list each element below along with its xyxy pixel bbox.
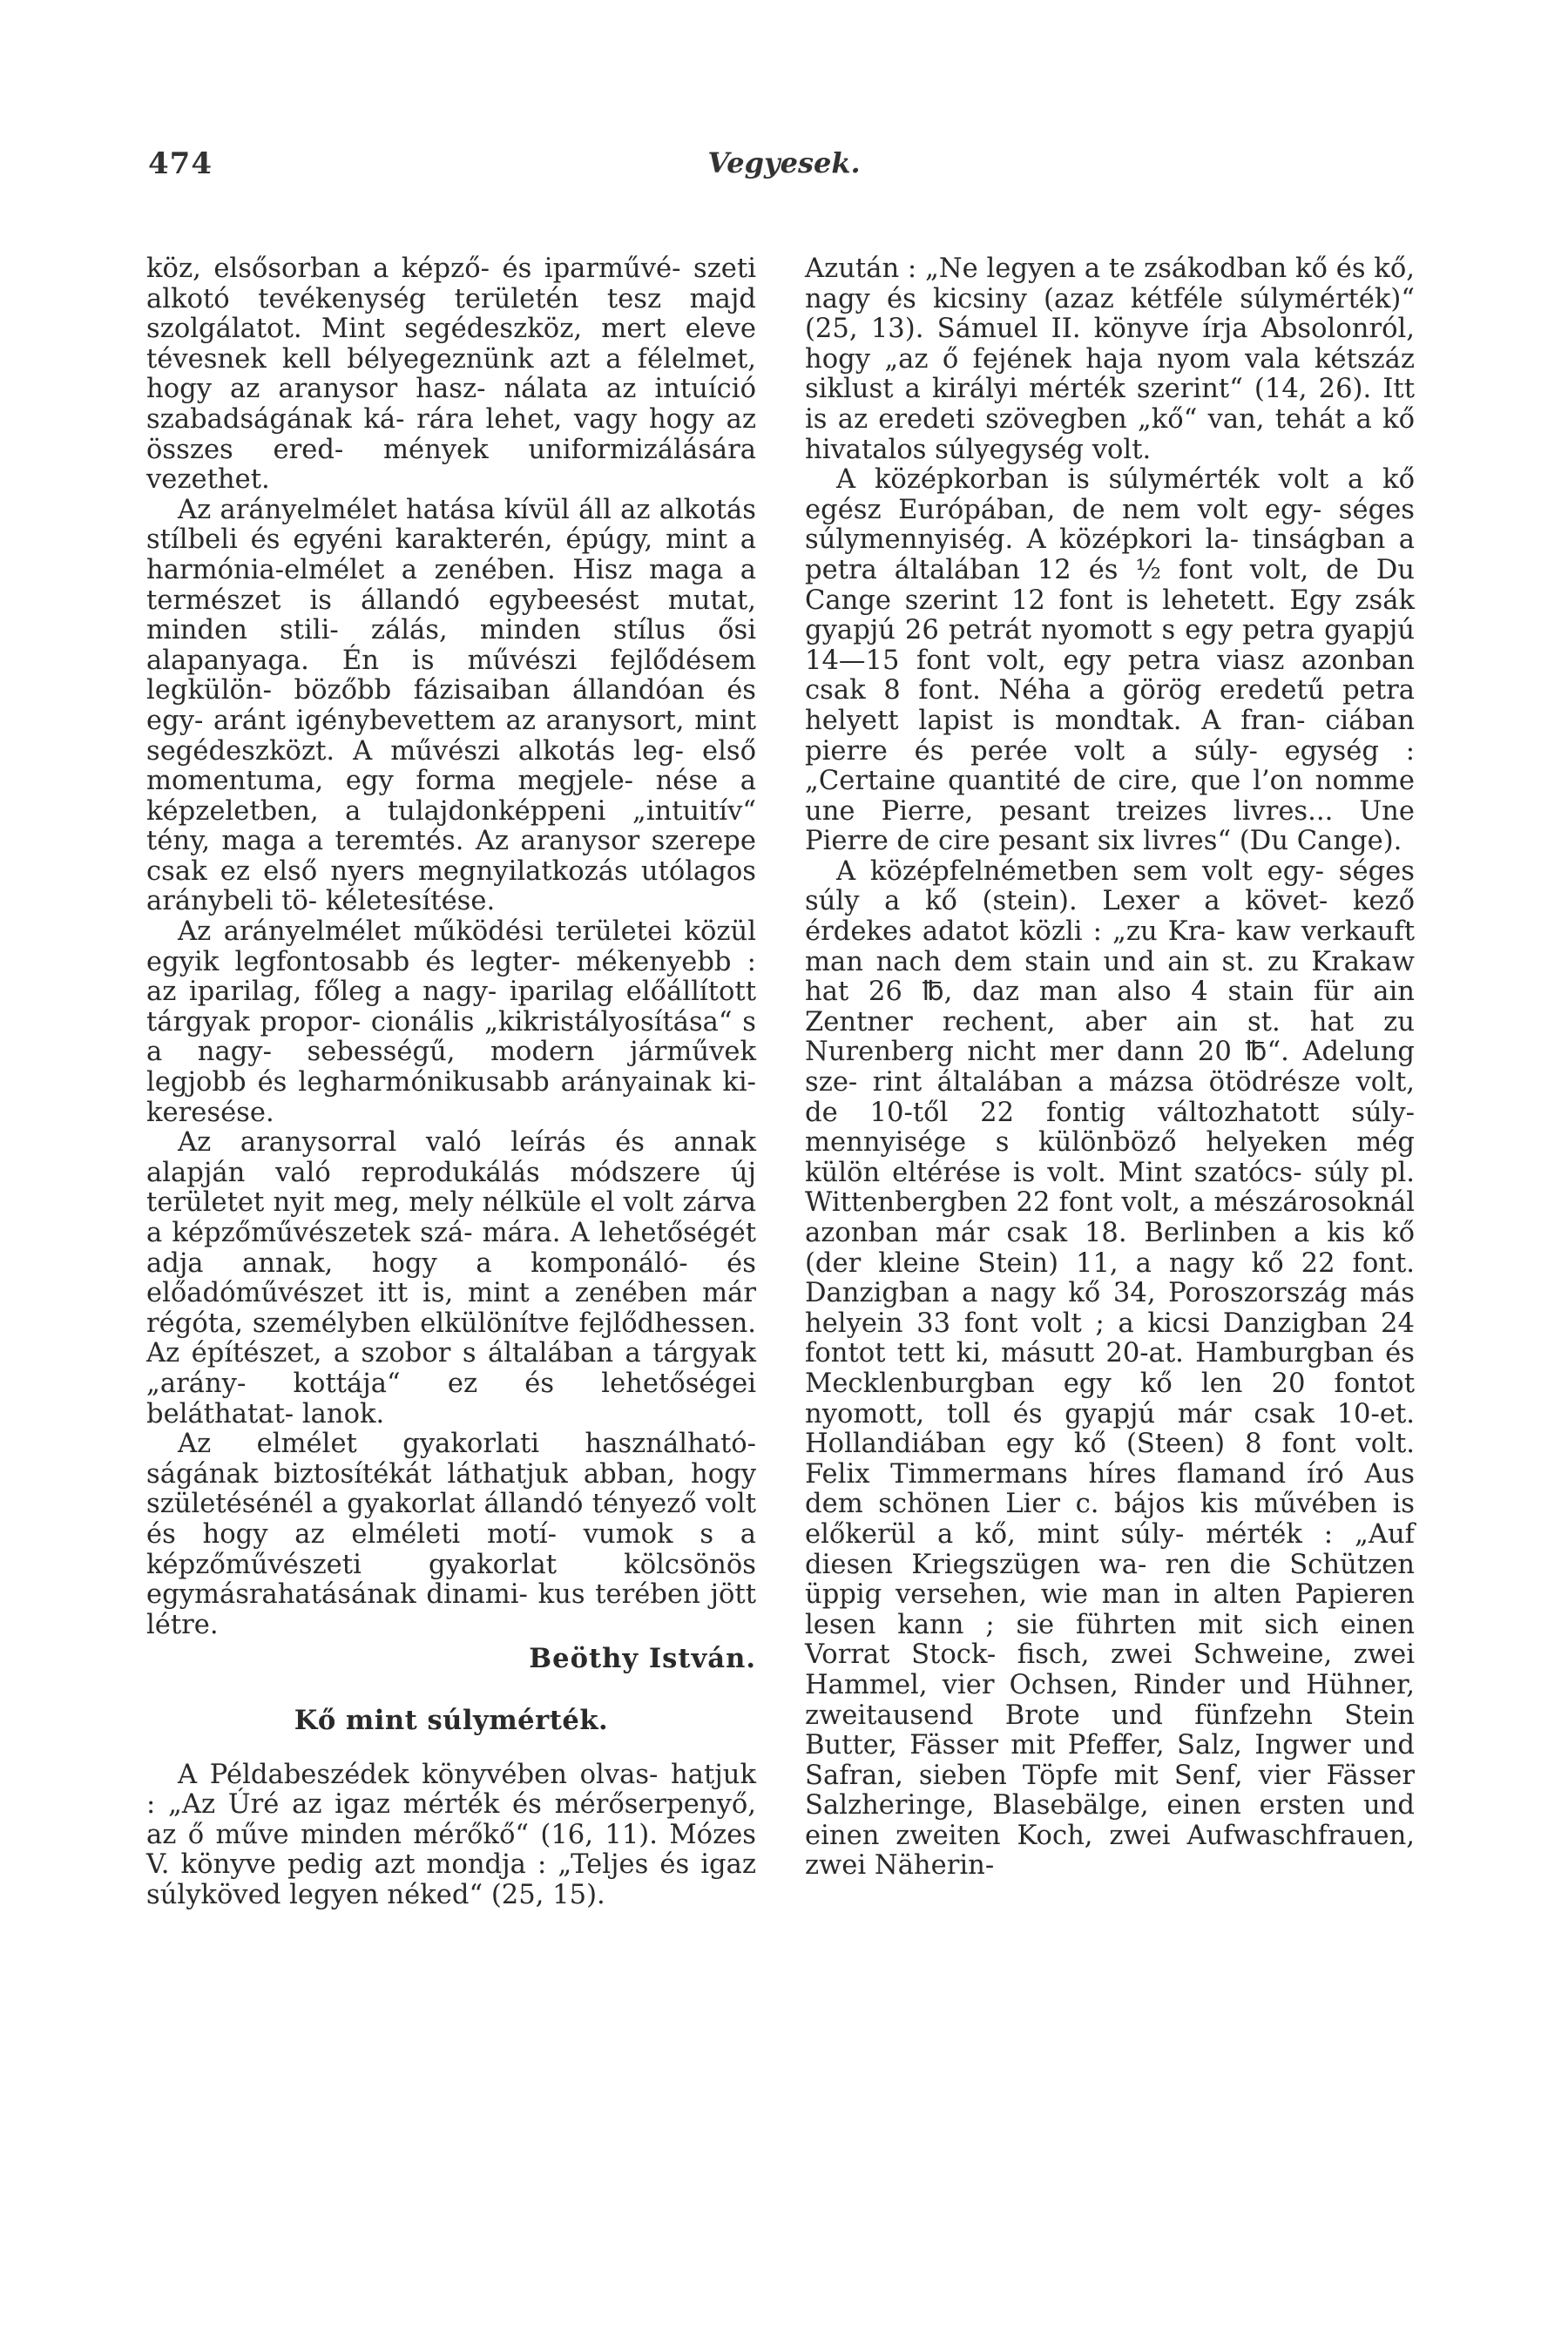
page-number: 474 <box>148 146 213 181</box>
paragraph: Az arányelmélet hatása kívül áll az alkotás stílbeli és egyéni karakterén, épúgy, mint a harmónia-elmélet a zenében. Hisz maga a természet is állandó egybeesést mutat, minden stili- zálás, minden stílus ősi alapanyaga. Én is művészi fejlődésem legkülön- bözőbb fázisaiban állandóan és egy- aránt igénybevettem az aranysort, mint segédeszközt. A művészi alkotás leg- első momentuma, egy forma megjele- nése a képzeletben, a tulajdonképpeni „intuitív“ tény, maga a teremtés. Az aranysor szerepe csak ez első nyers megnyilatkozás utólagos aránybeli tö- kéletesítése. <box>146 494 756 917</box>
paragraph: Azután : „Ne legyen a te zsákodban kő és kő, nagy és kicsiny (azaz kétféle súlymérték)“ (25, 13). Sámuel II. könyve írja Absolonról, hogy „az ő fejének haja nyom vala kétszáz siklust a királyi mérték szerint“ (14, 26). Itt is az eredeti szövegben „kő“ van, tehát a kő hivatalos súlyegység volt. <box>805 253 1415 465</box>
paragraph: köz, elsősorban a képző- és iparművé- szeti alkotó tevékenység területén tesz majd szolgálatot. Mint segédeszköz, mert eleve tévesnek kell bélyegeznünk azt a félelmet, hogy az aranysor hasz- nálata az intuíció szabadságának ká- rára lehet, vagy hogy az összes ered- mények uniformizálására vezethet. <box>146 253 756 496</box>
page-header <box>0 146 1568 181</box>
article-author: Beöthy István. <box>529 1643 756 1675</box>
left-column <box>146 254 756 1910</box>
paragraph: Az aranysorral való leírás és annak alapján való reprodukálás módszere új területet nyit meg, mely nélküle el volt zárva a képzőművészetek szá- mára. A lehetőségét adja annak, hogy a komponáló- és előadóművészet itt is, mint a zenében már régóta, személyben elkülönítve fejlődhessen. Az építészet, a szobor s általában a tárgyak „arány- kottája“ ez és lehetőségei beláthatat- lanok. <box>146 1127 756 1429</box>
paragraph: A középkorban is súlymérték volt a kő egész Európában, de nem volt egy- séges súlymennyiség. A középkori la- tinságban a petra általában 12 és ½ font volt, de Du Cange szerint 12 font is lehetett. Egy zsák gyapjú 26 petrát nyomott s egy petra gyapjú 14—15 font volt, egy petra viasz azonban csak 8 font. Néha a görög eredetű petra helyett lapist is mondtak. A fran- ciában pierre és perée volt a súly- egység : „Certaine quantité de cire, que l’on nomme une Pierre, pesant treizes livres... Une Pierre de cire pesant six livres“ (Du Cange). <box>805 464 1415 857</box>
right-column <box>805 254 1415 1882</box>
paragraph: Az arányelmélet működési területei közül egyik legfontosabb és legter- mékenyebb : az iparilag, főleg a nagy- iparilag előállított tárgyak propor- cionális „kikristályosítása“ s a nagy- sebességű, modern járművek legjobb és legharmónikusabb arányainak ki- keresése. <box>146 916 756 1128</box>
section-title: Kő mint súlymérték. <box>294 1704 609 1736</box>
paragraph: Az elmélet gyakorlati használható- ságának biztosítékát láthatjuk abban, hogy születésénél a gyakorlat állandó tényező volt és hogy az elméleti motí- vumok s a képzőművészeti gyakorlat kölcsönös egymásrahatásának dinami- kus terében jött létre. <box>146 1429 756 1640</box>
paragraph: A középfelnémetben sem volt egy- séges súly a kő (stein). Lexer a követ- kező érdekes adatot közli : „zu Kra- kaw verkauft man nach dem stain und ain st. zu Krakaw hat 26 ℔, daz man also 4 stain für ain Zentner rechent, aber ain st. hat zu Nurenberg nicht mer dann 20 ℔“. Adelung sze- rint általában a mázsa ötödrésze volt, de 10-től 22 fontig változhatott súly- mennyisége s különböző helyeken még külön eltérése is volt. Mint szatócs- súly pl. Wittenbergben 22 font volt, a mészárosoknál azonban már csak 18. Berlinben a kis kő (der kleine Stein) 11, a nagy kő 22 font. Danzigban a nagy kő 34, Poroszország más helyein 33 font volt ; a kicsi Danzigban 24 fontot tett ki, másutt 20-at. Hamburgban és Mecklenburgban egy kő len 20 fontot nyomott, toll és gyapjú már csak 10-et. Hollandiában egy kő (Steen) 8 font volt. Felix Timmermans híres flamand író Aus dem schönen Lier c. bájos kis művében is előkerül a kő, mint súly- mérték : „Auf diesen Kriegszügen wa- ren die Schützen üppig versehen, wie man in alten Papieren lesen kann ; sie führten mit sich einen Vorrat Stock- fisch, zwei Schweine, zwei Hammel, vier Ochsen, Rinder und Hühner, zweitausend Brote und fünfzehn Stein Butter, Fässer mit Pfeffer, Salz, Ingwer und Safran, sieben Töpfe mit Senf, vier Fässer Salzheringe, Blasebälge, einen ersten und einen zweiten Koch, zwei Aufwaschfrauen, zwei Näherin- <box>805 855 1415 1882</box>
paragraph: A Példabeszédek könyvében olvas- hatjuk : „Az Úré az igaz mérték és mérőserpenyő, az ő műve minden mérőkő“ (16, 11). Mózes V. könyve pedig azt mondja : „Teljes és igaz súlyköved legyen néked“ (25, 15). <box>146 1759 756 1910</box>
running-title: Vegyesek. <box>707 146 861 179</box>
